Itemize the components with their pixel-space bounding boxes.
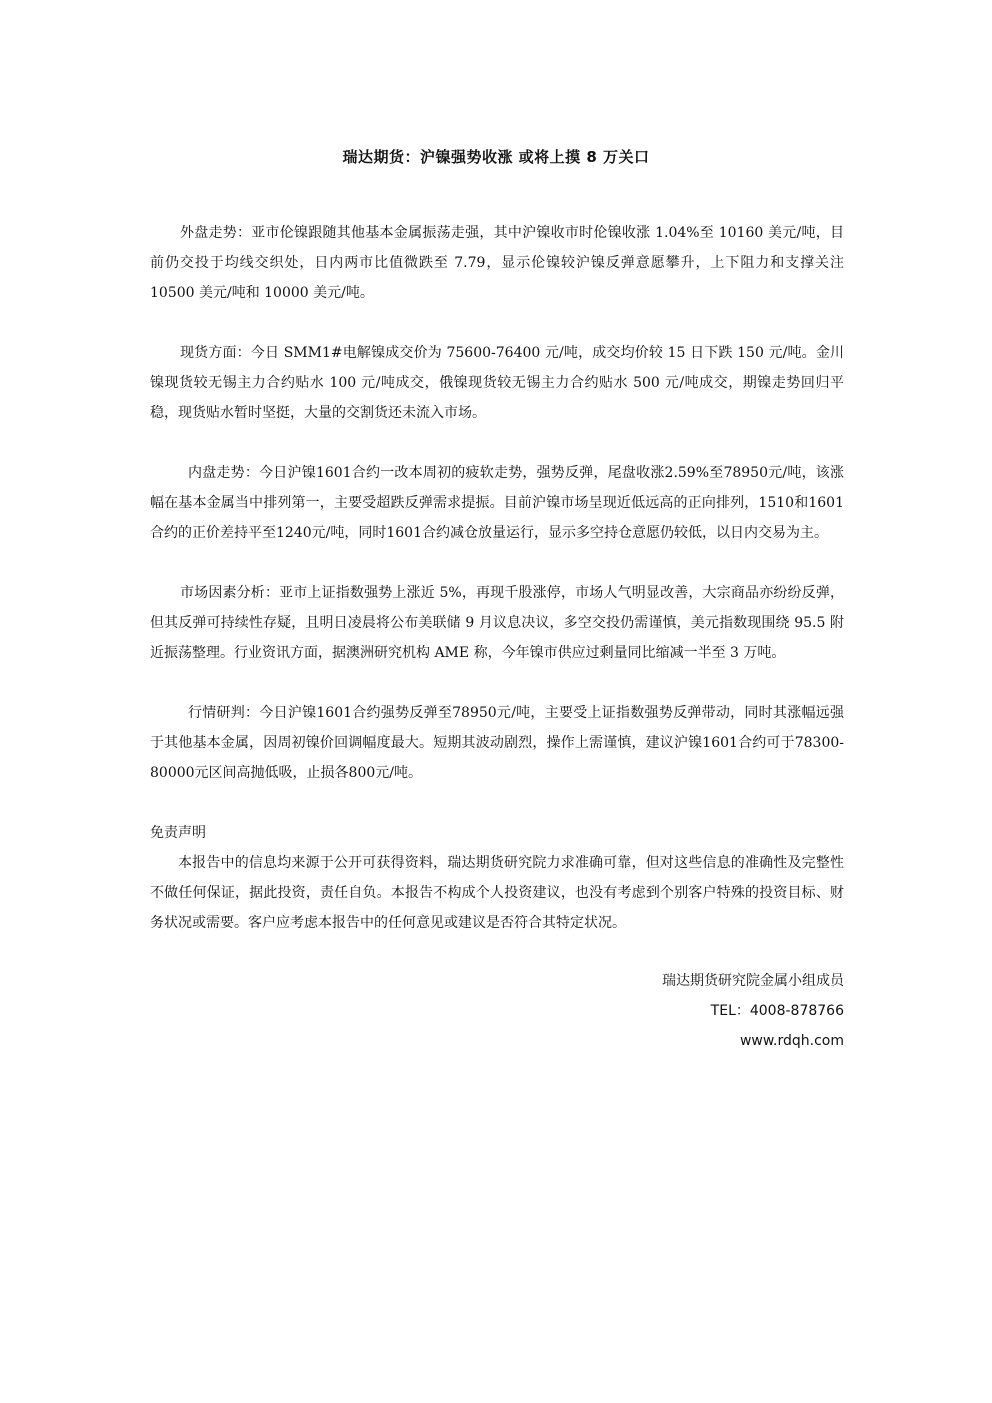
signature-block — [150, 966, 844, 1056]
paragraph-overseas-market: 外盘走势：亚市伦镍跟随其他基本金属振荡走强，其中沪镍收市时伦镍收涨 1.04%至 10160 美元/吨，目前仍交投于均线交织处，日内两市比值微跌至 7.79，显示伦镍较沪镍反弹意愿攀升，上下阻力和支撑关注 10500 美元/吨和 10000 美元/吨。 — [150, 225, 844, 301]
disclaimer-heading: 免责声明 — [150, 825, 206, 841]
signature-tel: TEL：4008-878766 — [710, 1003, 844, 1019]
document-body — [150, 218, 844, 1056]
paragraph-spot-market: 现货方面：今日 SMM1#电解镍成交价为 75600-76400 元/吨，成交均价较 15 日下跌 150 元/吨。金川镍现货较无锡主力合约贴水 100 元/吨成交，俄镍现货较无锡主力合约贴水 500 元/吨成交，期镍走势回归平稳，现货贴水暂时坚挺，大量的交割货还未流入市场。 — [150, 345, 844, 421]
paragraph-market-outlook: 行情研判：今日沪镍1601合约强势反弹至78950元/吨，主要受上证指数强势反弹带动，同时其涨幅远强于其他基本金属，因周初镍价回调幅度最大。短期其波动剧烈，操作上需谨慎，建议沪镍1601合约可于78300-80000元区间高抛低吸，止损各800元/吨。 — [150, 705, 844, 781]
paragraph-market-factors: 市场因素分析：亚市上证指数强势上涨近 5%，再现千股涨停，市场人气明显改善，大宗商品亦纷纷反弹，但其反弹可持续性存疑，且明日凌晨将公布美联储 9 月议息决议，多空交投仍需谨慎，美元指数现围绕 95.5 附近振荡整理。行业资讯方面，据澳洲研究机构 AME 称，今年镍市供应过剩量同比缩减一半至 3 万吨。 — [150, 585, 844, 661]
signature-website: www.rdqh.com — [739, 1033, 844, 1049]
disclaimer-section — [150, 818, 844, 938]
document-title: 瑞达期货：沪镍强势收涨 或将上摸 8 万关口 — [342, 148, 650, 166]
paragraph-domestic-market: 内盘走势：今日沪镍1601合约一改本周初的疲软走势，强势反弹，尾盘收涨2.59%至78950元/吨，该涨幅在基本金属当中排列第一，主要受超跌反弹需求提振。目前沪镍市场呈现近低远高的正向排列，1510和1601合约的正价差持平至1240元/吨，同时1601合约减仓放量运行，显示多空持仓意愿仍较低，以日内交易为主。 — [150, 465, 844, 541]
signature-team: 瑞达期货研究院金属小组成员 — [662, 973, 844, 989]
disclaimer-body: 本报告中的信息均来源于公开可获得资料，瑞达期货研究院力求准确可靠，但对这些信息的准确性及完整性不做任何保证，据此投资，责任自负。本报告不构成个人投资建议，也没有考虑到个别客户特殊的投资目标、财务状况或需要。客户应考虑本报告中的任何意见或建议是否符合其特定状况。 — [150, 855, 844, 931]
